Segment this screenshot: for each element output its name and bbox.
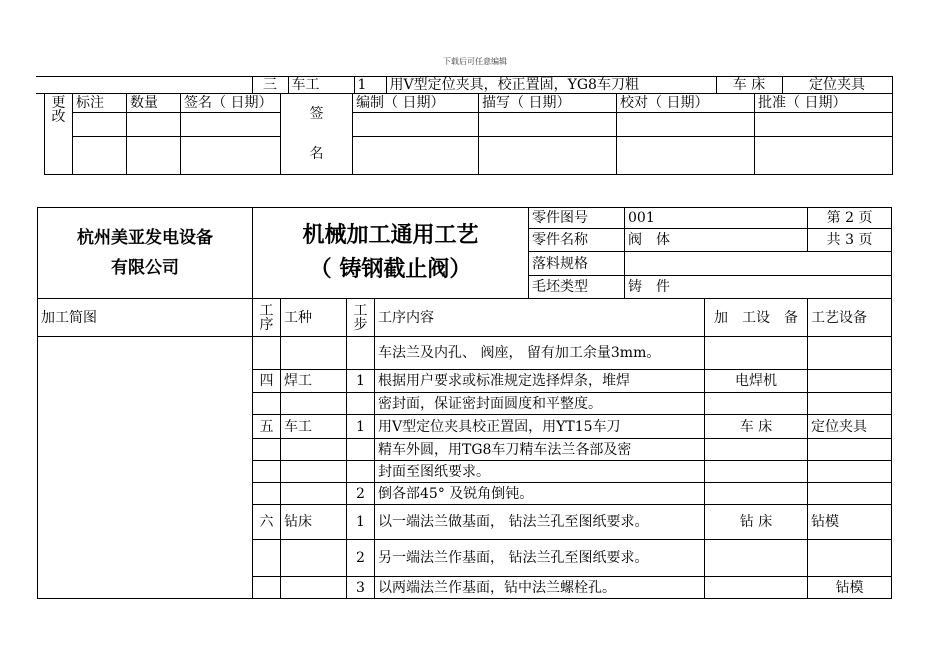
col-compile: 编制（ 日期） (353, 94, 479, 113)
cell-type (281, 540, 347, 577)
process-rows (38, 337, 892, 599)
field-label: 零件图号 (529, 208, 625, 229)
cell-equip: 电焊机 (705, 370, 808, 393)
cell-equip (705, 461, 808, 483)
cell-tooling (808, 370, 892, 393)
cell-seq (253, 577, 281, 599)
cell-type: 焊工 (281, 370, 347, 393)
cell-equip (705, 540, 808, 577)
process-row (38, 337, 892, 370)
top-seq: 三 (252, 77, 288, 94)
cell-seq: 四 (253, 370, 281, 393)
cell-step: 2 (347, 483, 375, 505)
top-step: 1 (354, 77, 386, 94)
field-value (625, 252, 892, 276)
cell-seq (253, 483, 281, 505)
cell-equip (705, 483, 808, 505)
cell-equip (705, 393, 808, 415)
page-total: 共 3 页 (808, 229, 892, 252)
cell-step: 1 (347, 415, 375, 439)
field-label: 零件名称 (529, 229, 625, 252)
page-number: 第 2 页 (808, 208, 892, 229)
sketch-area (38, 337, 253, 599)
col-trace: 描写（ 日期） (479, 94, 617, 113)
col-tooling: 工艺设备 (808, 299, 892, 337)
top-type: 车工 (288, 77, 354, 94)
cell-content: 车法兰及内孔、 阀座， 留有加工余量3mm。 (375, 337, 705, 370)
cell-step (347, 461, 375, 483)
cell-content: 根据用户要求或标准规定选择焊条，堆焊 (375, 370, 705, 393)
cell-tooling (808, 439, 892, 461)
top-content: 用V型定位夹具，校正置固，YG8车刀粗 (386, 77, 716, 94)
page-header: 下载后可任意编辑 (443, 57, 507, 66)
col-check: 校对（ 日期） (617, 94, 755, 113)
field-label: 毛坯类型 (529, 276, 625, 299)
top-table (36, 76, 893, 94)
col-seq: 工序 (253, 299, 281, 337)
cell-type (281, 337, 347, 370)
cell-equip (705, 439, 808, 461)
col-sketch: 加工简图 (38, 299, 253, 337)
cell-step: 3 (347, 577, 375, 599)
cell-content: 封面至图纸要求。 (375, 461, 705, 483)
top-equip: 车 床 (716, 77, 782, 94)
col-approve: 批准（ 日期） (755, 94, 893, 113)
cell-equip (705, 577, 808, 599)
cell-seq: 五 (253, 415, 281, 439)
cell-tooling (808, 540, 892, 577)
col-step: 工步 (347, 299, 375, 337)
top-tooling: 定位夹具 (782, 77, 892, 94)
field-value: 铸 件 (625, 276, 892, 299)
cell-seq (253, 461, 281, 483)
cell-seq (253, 540, 281, 577)
field-label: 落料规格 (529, 252, 625, 276)
col-content: 工序内容 (375, 299, 705, 337)
field-value: 阀 体 (625, 229, 808, 252)
field-value: 001 (625, 208, 808, 229)
cell-content: 用V型定位夹具校正置固，用YT15车刀 (375, 415, 705, 439)
cell-seq (253, 337, 281, 370)
cell-tooling: 定位夹具 (808, 415, 892, 439)
col-type: 工种 (281, 299, 347, 337)
doc-title: 机械加工通用工艺 （ 铸钢截止阀） (253, 208, 529, 299)
change-label: 更改 (45, 94, 73, 175)
cell-step (347, 337, 375, 370)
cell-type (281, 483, 347, 505)
cell-step: 1 (347, 370, 375, 393)
cell-tooling (808, 393, 892, 415)
cell-step: 2 (347, 540, 375, 577)
cell-step (347, 393, 375, 415)
cell-tooling (808, 483, 892, 505)
cell-step: 1 (347, 505, 375, 540)
col-qty: 数量 (127, 94, 181, 113)
cell-equip: 钻 床 (705, 505, 808, 540)
cell-tooling: 钻模 (808, 505, 892, 540)
company-name: 杭州美亚发电设备 有限公司 (38, 208, 253, 299)
cell-tooling: 钻模 (808, 577, 892, 599)
process-card (37, 207, 892, 599)
cell-type (281, 577, 347, 599)
cell-equip: 车 床 (705, 415, 808, 439)
cell-content: 倒各部45° 及锐角倒钝。 (375, 483, 705, 505)
cell-equip (705, 337, 808, 370)
cell-content: 密封面，保证密封面圆度和平整度。 (375, 393, 705, 415)
col-mark: 标注 (73, 94, 127, 113)
col-equip: 加 工设 备 (705, 299, 808, 337)
cell-type (281, 461, 347, 483)
sign-label: 签名 (281, 94, 353, 175)
col-sign-date: 签名（ 日期） (181, 94, 281, 113)
cell-seq (253, 439, 281, 461)
cell-seq (253, 393, 281, 415)
cell-content: 以两端法兰作基面，钻中法兰螺栓孔。 (375, 577, 705, 599)
cell-step (347, 439, 375, 461)
cell-content: 另一端法兰作基面， 钻法兰孔至图纸要求。 (375, 540, 705, 577)
cell-content: 以一端法兰做基面， 钻法兰孔至图纸要求。 (375, 505, 705, 540)
signoff-table (44, 93, 893, 175)
cell-type (281, 393, 347, 415)
cell-type: 车工 (281, 415, 347, 439)
cell-content: 精车外圆，用TG8车刀精车法兰各部及密 (375, 439, 705, 461)
cell-type (281, 439, 347, 461)
cell-seq: 六 (253, 505, 281, 540)
cell-type: 钻床 (281, 505, 347, 540)
cell-tooling (808, 461, 892, 483)
cell-tooling (808, 337, 892, 370)
